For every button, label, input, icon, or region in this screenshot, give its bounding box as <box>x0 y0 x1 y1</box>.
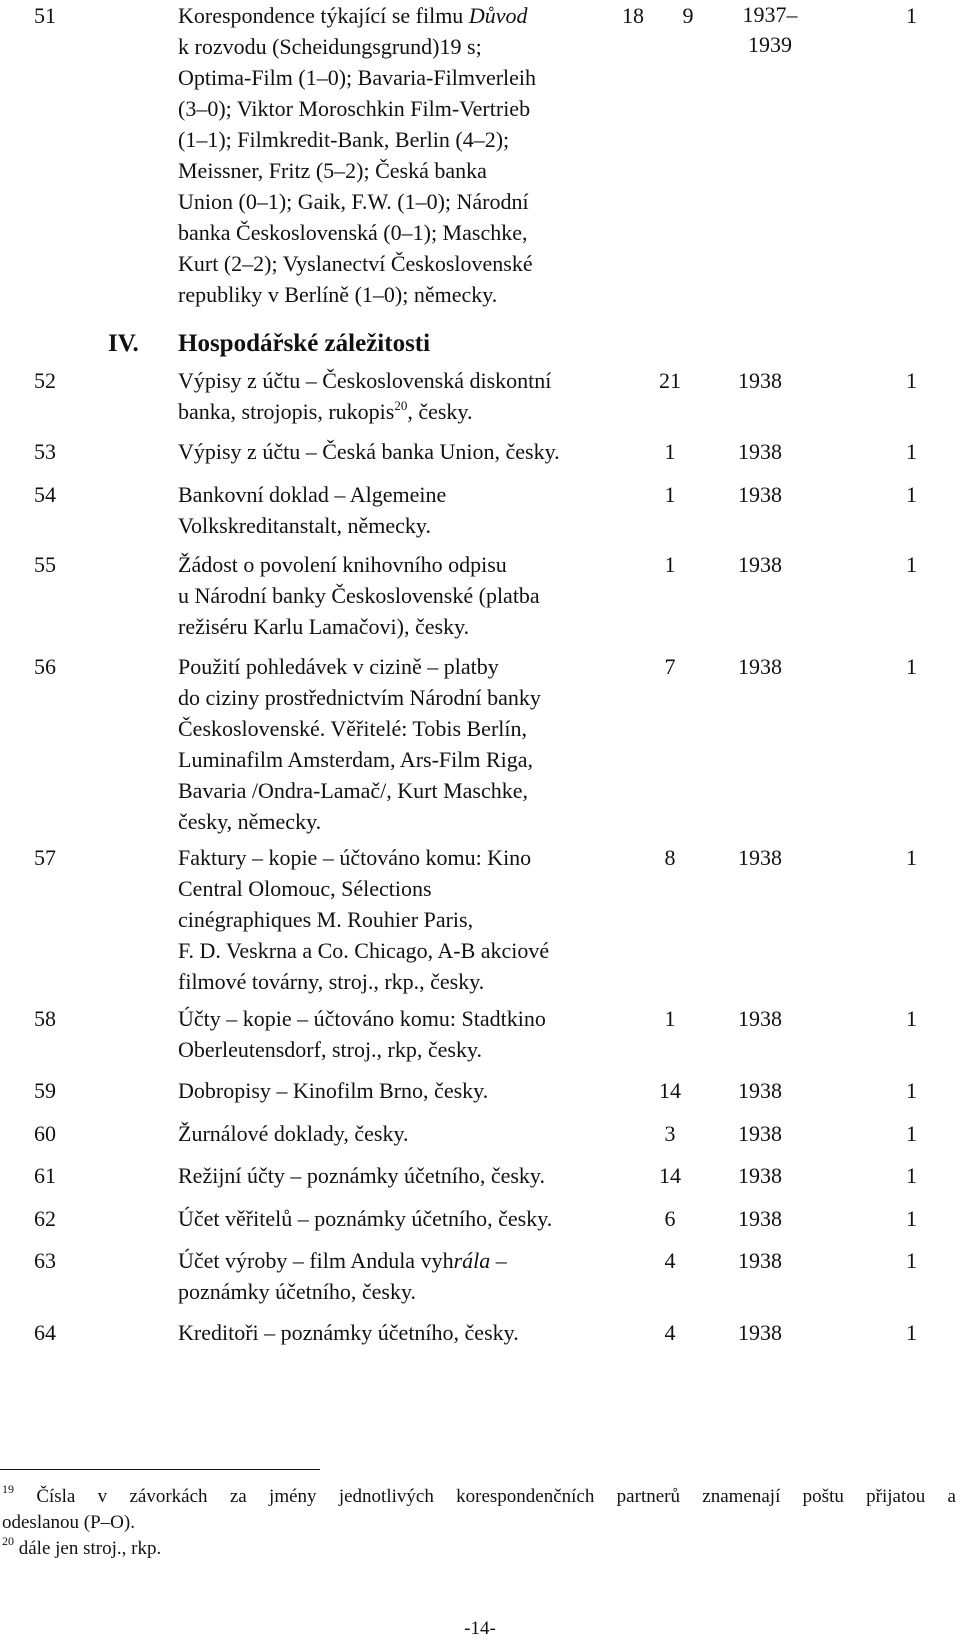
description-line: Žádost o povolení knihovního odpisu <box>178 552 507 577</box>
entry-count: 1 <box>664 1006 676 1031</box>
description-line: Oberleutensdorf, stroj., rkp, česky. <box>178 1037 483 1062</box>
entry-description <box>178 651 648 837</box>
entry-year: 1938 <box>738 845 782 870</box>
entry-number: 51 <box>34 3 56 28</box>
description-line: Faktury – kopie – účtováno komu: Kino <box>178 845 532 870</box>
entry-quantity: 1 <box>906 1121 917 1146</box>
entry-number: 52 <box>34 368 56 393</box>
section-roman-numeral: IV. <box>108 330 139 357</box>
description-line: Žurnálové doklady, česky. <box>178 1121 409 1146</box>
entry-year: 1938 <box>738 1320 782 1345</box>
footnote-text: $^{20}$ dále jen stroj., rkp. <box>2 1534 162 1559</box>
description-line: Bavaria /Ondra-Lamač/, Kurt Maschke, <box>178 778 529 803</box>
entry-number: 63 <box>34 1248 56 1273</box>
entry-description <box>178 842 648 997</box>
description-line: filmové továrny, stroj., rkp., česky. <box>178 969 485 994</box>
entry-quantity: 1 <box>906 439 917 464</box>
entry-quantity: 1 <box>906 3 917 28</box>
entry-year: 1938 <box>738 482 782 507</box>
description-line: (1–1); Filmkredit-Bank, Berlin (4–2); <box>178 127 510 152</box>
entry-count: 6 <box>664 1206 676 1231</box>
description-line: u Národní banky Československé (platba <box>178 583 540 608</box>
entry-count: 14 <box>659 1078 681 1103</box>
entry-number: 61 <box>34 1163 56 1188</box>
entry-quantity: 1 <box>906 552 917 577</box>
entry-quantity: 1 <box>906 368 917 393</box>
entry-number: 58 <box>34 1006 56 1031</box>
entry-description <box>178 1245 648 1307</box>
entry-year: 1938 <box>738 1206 782 1231</box>
description-line: Central Olomouc, Sélections <box>178 876 432 901</box>
description-line: (3–0); Viktor Moroschkin Film-Vertrieb <box>178 96 531 121</box>
description-line: režiséru Karlu Lamačovi), česky. <box>178 614 470 639</box>
entry-year: 1938 <box>738 1006 782 1031</box>
description-line: Účet věřitelů – poznámky účetního, česky. <box>178 1206 553 1231</box>
entry-count: 1 <box>664 439 676 464</box>
section-title: Hospodářské záležitosti <box>178 330 431 357</box>
entry-count: 1 <box>664 552 676 577</box>
entry-number: 54 <box>34 482 56 507</box>
description-line: Výpisy z účtu – Česká banka Union, česky. <box>178 439 560 464</box>
entry-year: 1938 <box>738 439 782 464</box>
description-line: Korespondence týkající se filmu Důvod <box>178 3 528 28</box>
entry-quantity: 1 <box>906 1078 917 1103</box>
entry-count: 3 <box>664 1121 676 1146</box>
description-line: k rozvodu (Scheidungsgrund)19 s; <box>178 34 482 59</box>
entry-number: 57 <box>34 845 56 870</box>
entry-description <box>178 1003 648 1065</box>
description-line: Režijní účty – poznámky účetního, česky. <box>178 1163 545 1188</box>
entry-number: 56 <box>34 654 56 679</box>
entry-description <box>178 0 648 310</box>
entry-quantity: 1 <box>906 845 917 870</box>
footnote-20 <box>2 1536 957 1562</box>
description-line: Union (0–1); Gaik, F.W. (1–0); Národní <box>178 189 529 214</box>
description-line: Volkskreditanstalt, německy. <box>178 513 431 538</box>
entry-count: 21 <box>659 368 681 393</box>
description-line: Dobropisy – Kinofilm Brno, česky. <box>178 1078 489 1103</box>
entry-year: 1938 <box>738 1163 782 1188</box>
description-line: poznámky účetního, česky. <box>178 1279 417 1304</box>
entry-quantity: 1 <box>906 1163 917 1188</box>
entry-number: 64 <box>34 1320 56 1345</box>
entry-sheets: 9 <box>682 3 694 28</box>
description-line: banka Československá (0–1); Maschke, <box>178 220 528 245</box>
footnote-19 <box>2 1484 957 1536</box>
page-number: -14- <box>464 1618 496 1639</box>
entry-quantity: 1 <box>906 1006 917 1031</box>
entry-description <box>178 436 648 467</box>
footnote-mark: 19 <box>2 1482 14 1496</box>
entry-description <box>178 549 648 642</box>
description-line: F. D. Veskrna a Co. Chicago, A-B akciové <box>178 938 550 963</box>
footnote-reference: 20 <box>394 398 408 413</box>
film-title: rála <box>453 1248 491 1273</box>
entry-description <box>178 1317 648 1348</box>
entry-description <box>178 1203 648 1234</box>
entry-year: 1938 <box>738 1248 782 1273</box>
entry-quantity: 1 <box>906 1320 917 1345</box>
entry-count: 7 <box>664 654 676 679</box>
description-line: česky, německy. <box>178 809 322 834</box>
description-line: Optima-Film (1–0); Bavaria-Filmverleih <box>178 65 537 90</box>
entry-description <box>178 1160 648 1191</box>
entry-description <box>178 365 648 427</box>
description-line: Československé. Věřitelé: Tobis Berlín, <box>178 716 527 741</box>
entry-year: 1938 <box>738 1121 782 1146</box>
footnote-text: odeslanou (P–O). <box>2 1512 135 1533</box>
entry-count: 1 <box>664 482 676 507</box>
entry-description <box>178 1075 648 1106</box>
description-line: Kurt (2–2); Vyslanectví Československé <box>178 251 533 276</box>
entry-count: 8 <box>664 845 676 870</box>
entry-year: 1938 <box>738 368 782 393</box>
entry-number: 53 <box>34 439 56 464</box>
entry-number: 60 <box>34 1121 56 1146</box>
entry-year: 1938 <box>738 654 782 679</box>
entry-description <box>178 479 648 541</box>
entry-description <box>178 1118 648 1149</box>
description-line: Kreditoři – poznámky účetního, česky. <box>178 1320 519 1345</box>
film-title: Důvod <box>468 3 528 28</box>
description-line: Účet výroby – film Andula vyhrála – <box>178 1248 507 1273</box>
entry-count: 14 <box>659 1163 681 1188</box>
entry-year: 1938 <box>738 1078 782 1103</box>
description-line: Meissner, Fritz (5–2); Česká banka <box>178 158 487 183</box>
footnote-separator <box>0 1469 320 1470</box>
description-line: Účty – kopie – účtováno komu: Stadtkino <box>178 1006 546 1031</box>
footnote-mark: 20 <box>2 1534 14 1548</box>
description-line: cinégraphiques M. Rouhier Paris, <box>178 907 474 932</box>
entry-quantity: 1 <box>906 1206 917 1231</box>
entry-quantity: 1 <box>906 1248 917 1273</box>
entry-year: 1938 <box>738 552 782 577</box>
entry-pages: 18 <box>622 3 644 28</box>
description-line: Použití pohledávek v cizině – platby <box>178 654 499 679</box>
footnote-text: $^{19}$ Čísla v závorkách za jmény jednotlivých korespondenčních partnerů znamenají poštu přijatou a <box>2 1482 956 1507</box>
description-line: Výpisy z účtu – Československá diskontní <box>178 368 552 393</box>
description-line: republiky v Berlíně (1–0); německy. <box>178 282 498 307</box>
entry-years: 1937– 1939 <box>742 2 798 57</box>
description-line: banka, strojopis, rukopis$^{20}$, česky. <box>178 398 473 424</box>
entry-number: 59 <box>34 1078 56 1103</box>
entry-quantity: 1 <box>906 482 917 507</box>
description-line: Bankovní doklad – Algemeine <box>178 482 447 507</box>
description-line: Luminafilm Amsterdam, Ars-Film Riga, <box>178 747 534 772</box>
description-line: do ciziny prostřednictvím Národní banky <box>178 685 541 710</box>
entry-count: 4 <box>664 1248 676 1273</box>
entry-quantity: 1 <box>906 654 917 679</box>
entry-count: 4 <box>664 1320 676 1345</box>
entry-number: 55 <box>34 552 56 577</box>
entry-number: 62 <box>34 1206 56 1231</box>
